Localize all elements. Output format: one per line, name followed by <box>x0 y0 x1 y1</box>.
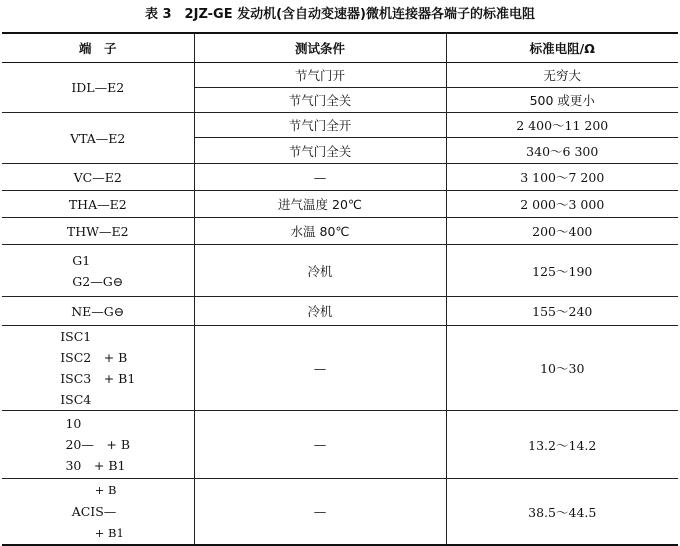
terminal-line: ISC3 + B1 <box>60 371 136 386</box>
resistance-cell: 500 或更小 <box>446 88 678 113</box>
terminal-line: 30 + B1 <box>65 458 126 473</box>
terminal-line: ISC2 + B <box>60 350 128 365</box>
resistance-cell: 3 100～7 200 <box>446 164 678 191</box>
terminal-cell: NE—G⊖ <box>2 297 194 326</box>
resistance-cell: 38.5～44.5 <box>446 479 678 546</box>
table-caption: 表 3 2JZ-GE 发动机(含自动变速器)微机连接器各端子的标准电阻 <box>144 7 535 22</box>
header-condition: 测试条件 <box>194 33 446 63</box>
table-row <box>2 191 678 218</box>
condition-cell: 节气门全关 <box>194 138 446 164</box>
condition-cell: 冷机 <box>194 245 446 297</box>
resistance-cell: 10～30 <box>446 326 678 411</box>
resistance-cell: 2 000～3 000 <box>446 191 678 218</box>
condition-cell: 节气门全开 <box>194 113 446 138</box>
resistance-cell: 13.2～14.2 <box>446 411 678 479</box>
condition-cell: — <box>194 411 446 479</box>
condition-cell: 水温 80℃ <box>194 218 446 245</box>
terminal-cell <box>2 479 194 546</box>
terminal-line: 20— + B <box>65 437 131 452</box>
header-row <box>2 33 678 63</box>
table-row <box>2 218 678 245</box>
condition-cell: 节气门开 <box>194 63 446 88</box>
table-row <box>2 479 678 546</box>
terminal-cell: THW—E2 <box>2 218 194 245</box>
resistance-cell: 125～190 <box>446 245 678 297</box>
terminal-cell <box>2 411 194 479</box>
table-row <box>2 326 678 411</box>
table-row <box>2 297 678 326</box>
resistance-cell: 无穷大 <box>446 63 678 88</box>
terminal-cell: VC—E2 <box>2 164 194 191</box>
terminal-cell <box>2 245 194 297</box>
resistance-cell: 200～400 <box>446 218 678 245</box>
table-row <box>2 63 678 88</box>
resistance-cell: 340～6 300 <box>446 138 678 164</box>
header-terminal: 端 子 <box>2 33 194 63</box>
terminal-cell: VTA—E2 <box>2 113 194 164</box>
table-row <box>2 245 678 297</box>
terminal-line: ISC1 <box>60 329 92 344</box>
table-row <box>2 164 678 191</box>
table-row <box>2 113 678 138</box>
header-resistance: 标准电阻/Ω <box>446 33 678 63</box>
resistance-table <box>2 32 678 546</box>
condition-cell: — <box>194 164 446 191</box>
terminal-cell: IDL—E2 <box>2 63 194 113</box>
terminal-cell <box>2 326 194 411</box>
terminal-line: ISC4 <box>60 392 92 407</box>
condition-cell: — <box>194 326 446 411</box>
terminal-line: + B <box>71 483 117 497</box>
condition-cell: 进气温度 20℃ <box>194 191 446 218</box>
table-row <box>2 411 678 479</box>
condition-cell: 节气门全关 <box>194 88 446 113</box>
resistance-cell: 155～240 <box>446 297 678 326</box>
terminal-line: 10 <box>65 416 82 431</box>
terminal-line: G2—G⊖ <box>72 273 124 289</box>
terminal-line: G1 <box>72 252 91 268</box>
terminal-line: ACIS— <box>71 504 117 519</box>
condition-cell: 冷机 <box>194 297 446 326</box>
terminal-line: + B1 <box>71 526 124 540</box>
condition-cell: — <box>194 479 446 546</box>
resistance-cell: 2 400～11 200 <box>446 113 678 138</box>
terminal-cell: THA—E2 <box>2 191 194 218</box>
